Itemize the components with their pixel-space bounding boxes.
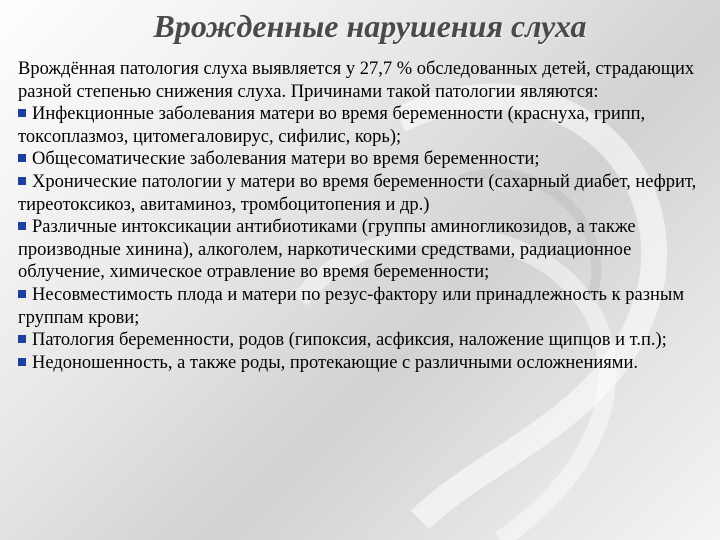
- list-item-text: Различные интоксикации антибиотиками (группы аминогликозидов, а также производные хинина), алкоголем, наркотическими средствами, радиационное облучение, химическое отравление во время беременности;: [18, 217, 636, 283]
- list-item: [18, 216, 712, 284]
- list-item: [18, 148, 712, 171]
- square-bullet-icon: [18, 222, 26, 230]
- square-bullet-icon: [18, 290, 26, 298]
- list-item: [18, 329, 712, 352]
- slide-content: [18, 58, 712, 374]
- list-item-text: Несовместимость плода и матери по резус-фактору или принадлежность к разным группам крови;: [18, 284, 685, 328]
- list-item-text: Инфекционные заболевания матери во время беременности (краснуха, грипп, токсоплазмоз, цитомегаловирус, сифилис, корь);: [18, 104, 646, 147]
- list-item-text: Общесоматические заболевания матери во время беременности;: [32, 149, 540, 170]
- list-item-text: Хронические патологии у матери во время беременности (сахарный диабет, нефрит, тиреотоксикоз, авитаминоз, тромбоцитопения и др.): [18, 171, 697, 215]
- list-item-text: Недоношенность, а также роды, протекающие с различными осложнениями.: [32, 352, 639, 373]
- list-item: [18, 352, 712, 375]
- list-item: [18, 103, 712, 148]
- intro-paragraph: Врождённая патология слуха выявляется у 27,7 % обследованных детей, страдающих разной степенью снижения слуха. Причинами такой патологии являются:: [18, 59, 695, 102]
- square-bullet-icon: [18, 154, 26, 162]
- list-item-text: Патология беременности, родов (гипоксия, асфиксия, наложение щипцов и т.п.);: [32, 330, 667, 351]
- square-bullet-icon: [18, 109, 26, 117]
- square-bullet-icon: [18, 358, 26, 366]
- square-bullet-icon: [18, 335, 26, 343]
- slide-title: Врожденные нарушения слуха: [153, 8, 587, 44]
- square-bullet-icon: [18, 177, 26, 185]
- list-item: [18, 171, 712, 216]
- list-item: [18, 284, 712, 329]
